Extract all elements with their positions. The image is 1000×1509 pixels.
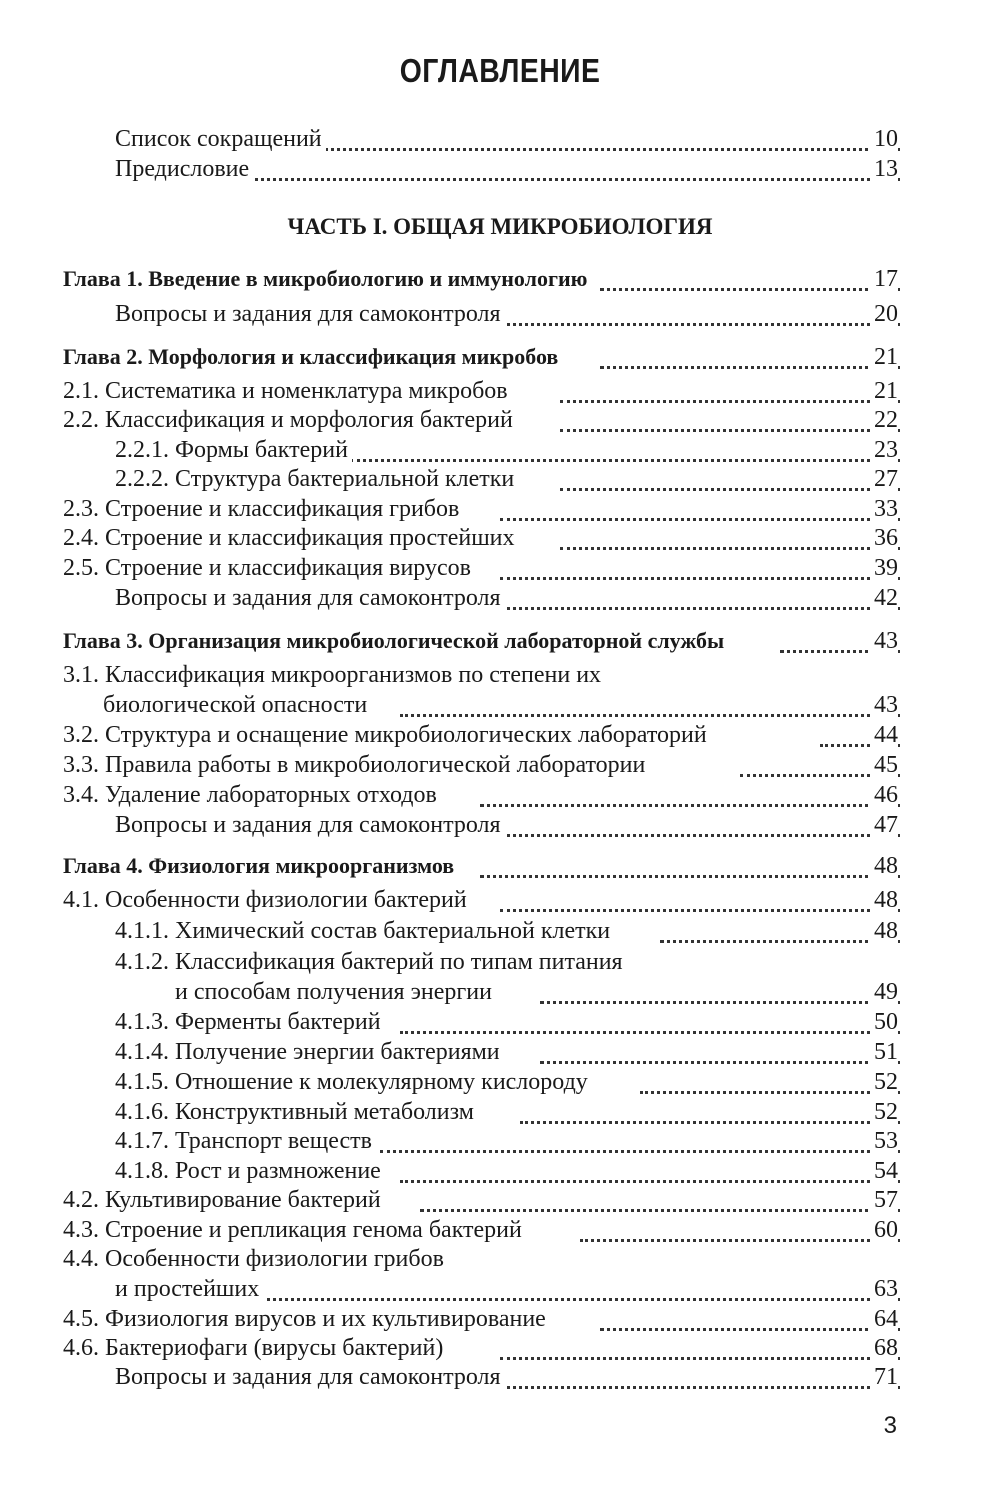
dot-leader xyxy=(300,118,900,151)
toc-entry-questions-1[interactable] xyxy=(0,299,1000,329)
toc-entry-page: 52 xyxy=(870,1097,898,1127)
toc-entry-page: 64 xyxy=(870,1304,898,1334)
toc-entry-questions-2[interactable] xyxy=(0,583,1000,613)
toc-entry-label: 3.4. Удаление лабораторных отходов xyxy=(63,780,441,810)
toc-entry-label: Вопросы и задания для самоконтроля xyxy=(115,1362,505,1392)
toc-entry-page: 45 xyxy=(870,750,898,780)
dot-leader xyxy=(500,577,900,610)
dot-leader xyxy=(480,845,900,878)
toc-entry-label: Глава 1. Введение в микробиологию и иммунологию xyxy=(63,264,591,294)
toc-entry-label: 4.1.5. Отношение к молекулярному кислороду xyxy=(115,1067,592,1097)
toc-entry-page: 36 xyxy=(870,523,898,553)
toc-entry-chapter-4[interactable] xyxy=(0,851,1000,881)
toc-entry-page: 48 xyxy=(870,916,898,946)
dot-leader xyxy=(580,1209,900,1242)
toc-entry-label: Предисловие xyxy=(115,154,253,184)
toc-entry-3-1-line-1: 3.1. Классификация микроорганизмов по степени их xyxy=(63,662,602,688)
toc-entry-page: 22 xyxy=(870,405,898,435)
dot-leader xyxy=(640,1061,900,1094)
toc-entry-label: 4.1.3. Ферменты бактерий xyxy=(115,1007,385,1037)
dot-leader xyxy=(540,971,900,1004)
toc-entry-page: 10 xyxy=(870,124,898,154)
toc-entry-label: 4.2. Культивирование бактерий xyxy=(63,1185,385,1215)
toc-entry-page: 13 xyxy=(870,154,898,184)
toc-entry-label: биологической опасности xyxy=(103,690,371,720)
toc-entry-page: 42 xyxy=(870,583,898,613)
toc-entry-chapter-3[interactable] xyxy=(0,626,1000,656)
dot-leader xyxy=(500,879,900,912)
toc-entry-label: 2.2. Классификация и морфология бактерий xyxy=(63,405,517,435)
toc-entry-page: 57 xyxy=(870,1185,898,1215)
toc-entry-label: Глава 2. Морфология и классификация микробов xyxy=(63,342,562,372)
toc-entry-label: 4.1. Особенности физиологии бактерий xyxy=(63,885,471,915)
toc-entry-label: 4.1.6. Конструктивный метаболизм xyxy=(115,1097,478,1127)
toc-entry-label: Вопросы и задания для самоконтроля xyxy=(115,810,505,840)
toc-entry-page: 44 xyxy=(870,720,898,750)
toc-entry-label: 3.3. Правила работы в микробиологической лаборатории xyxy=(63,750,649,780)
toc-entry-label: 2.2.1. Формы бактерий xyxy=(115,435,352,465)
toc-entry-page: 39 xyxy=(870,553,898,583)
toc-entry-page: 50 xyxy=(870,1007,898,1037)
toc-entry-page: 23 xyxy=(870,435,898,465)
toc-entry-label: 3.2. Структура и оснащение микробиологических лабораторий xyxy=(63,720,711,750)
toc-entry-label: Вопросы и задания для самоконтроля xyxy=(115,583,505,613)
dot-leader xyxy=(660,910,900,943)
page-title: ОГЛАВЛЕНИЕ xyxy=(399,52,601,89)
dot-leader xyxy=(500,1356,900,1389)
toc-entry-label: 2.1. Систематика и номенклатура микробов xyxy=(63,376,512,406)
toc-entry-page: 63 xyxy=(870,1274,898,1304)
toc-entry-page: 20 xyxy=(870,299,898,329)
dot-leader xyxy=(560,517,900,550)
toc-entry-4-1-2-line-1: 4.1.2. Классификация бактерий по типам питания xyxy=(115,949,623,975)
dot-leader xyxy=(600,336,900,369)
toc-entry-label: 2.4. Строение и классификация простейших xyxy=(63,523,519,553)
toc-entry-page: 33 xyxy=(870,494,898,524)
toc-entry-label: Глава 3. Организация микробиологической лабораторной службы xyxy=(63,626,728,656)
toc-entry-label: 4.1.1. Химический состав бактериальной клетки xyxy=(115,916,614,946)
toc-entry-page: 48 xyxy=(870,885,898,915)
toc-entry-label: Список сокращений xyxy=(115,124,326,154)
toc-entry-preface[interactable] xyxy=(0,154,1000,184)
toc-entry-label: Вопросы и задания для самоконтроля xyxy=(115,299,505,329)
dot-leader xyxy=(560,458,900,491)
toc-entry-page: 49 xyxy=(870,977,898,1007)
toc-entry-label: 4.1.8. Рост и размножение xyxy=(115,1156,385,1186)
dot-leader xyxy=(540,1031,900,1064)
dot-leader xyxy=(420,1179,900,1212)
toc-entry-page: 52 xyxy=(870,1067,898,1097)
toc-entry-label: 4.6. Бактериофаги (вирусы бактерий) xyxy=(63,1333,447,1363)
toc-entry-4-4-line-1: 4.4. Особенности физиологии грибов xyxy=(63,1246,444,1272)
toc-entry-label: 4.5. Физиология вирусов и их культивирование xyxy=(63,1304,550,1334)
dot-leader xyxy=(500,804,900,837)
toc-entry-page: 27 xyxy=(870,464,898,494)
dot-leader xyxy=(500,547,900,580)
dot-leader xyxy=(560,399,900,432)
toc-entry-page: 21 xyxy=(870,376,898,406)
toc-entry-label: Глава 4. Физиология микроорганизмов xyxy=(63,851,458,881)
toc-entry-page: 53 xyxy=(870,1126,898,1156)
toc-entry-label: и способам получения энергии xyxy=(175,977,496,1007)
toc-entry-4-3[interactable] xyxy=(0,1215,1000,1245)
toc-entry-page: 43 xyxy=(870,690,898,720)
toc-entry-label: 4.1.4. Получение энергии бактериями xyxy=(115,1037,504,1067)
toc-entry-page: 48 xyxy=(870,851,898,881)
toc-entry-page: 51 xyxy=(870,1037,898,1067)
toc-entry-label: 4.1.7. Транспорт веществ xyxy=(115,1126,376,1156)
toc-entry-page: 47 xyxy=(870,810,898,840)
toc-entry-label: 2.5. Строение и классификация вирусов xyxy=(63,553,475,583)
dot-leader xyxy=(250,148,900,181)
part-title: ЧАСТЬ I. ОБЩАЯ МИКРОБИОЛОГИЯ xyxy=(287,214,713,239)
dot-leader xyxy=(260,1268,900,1301)
toc-entry-page: 68 xyxy=(870,1333,898,1363)
toc-entry-page: 43 xyxy=(870,626,898,656)
toc-entry-4-1-1[interactable] xyxy=(0,916,1000,946)
toc-entry-page: 46 xyxy=(870,780,898,810)
toc-entry-page: 54 xyxy=(870,1156,898,1186)
toc-entry-label: 2.2.2. Структура бактериальной клетки xyxy=(115,464,518,494)
toc-entry-questions-4[interactable] xyxy=(0,1362,1000,1392)
toc-entry-label: 4.3. Строение и репликация генома бактерий xyxy=(63,1215,526,1245)
toc-entry-page: 21 xyxy=(870,342,898,372)
toc-entry-label: и простейших xyxy=(115,1274,263,1304)
toc-entry-label: 2.3. Строение и классификация грибов xyxy=(63,494,463,524)
dot-leader xyxy=(400,684,900,717)
page-number: 3 xyxy=(883,1412,897,1439)
dot-leader xyxy=(500,293,900,326)
toc-entry-page: 71 xyxy=(870,1362,898,1392)
toc-entry-page: 60 xyxy=(870,1215,898,1245)
toc-entry-questions-3[interactable] xyxy=(0,810,1000,840)
dot-leader xyxy=(600,258,900,291)
toc-entry-chapter-2[interactable] xyxy=(0,342,1000,372)
toc-entry-page: 17 xyxy=(870,264,898,294)
toc-entry-chapter-1[interactable] xyxy=(0,264,1000,294)
